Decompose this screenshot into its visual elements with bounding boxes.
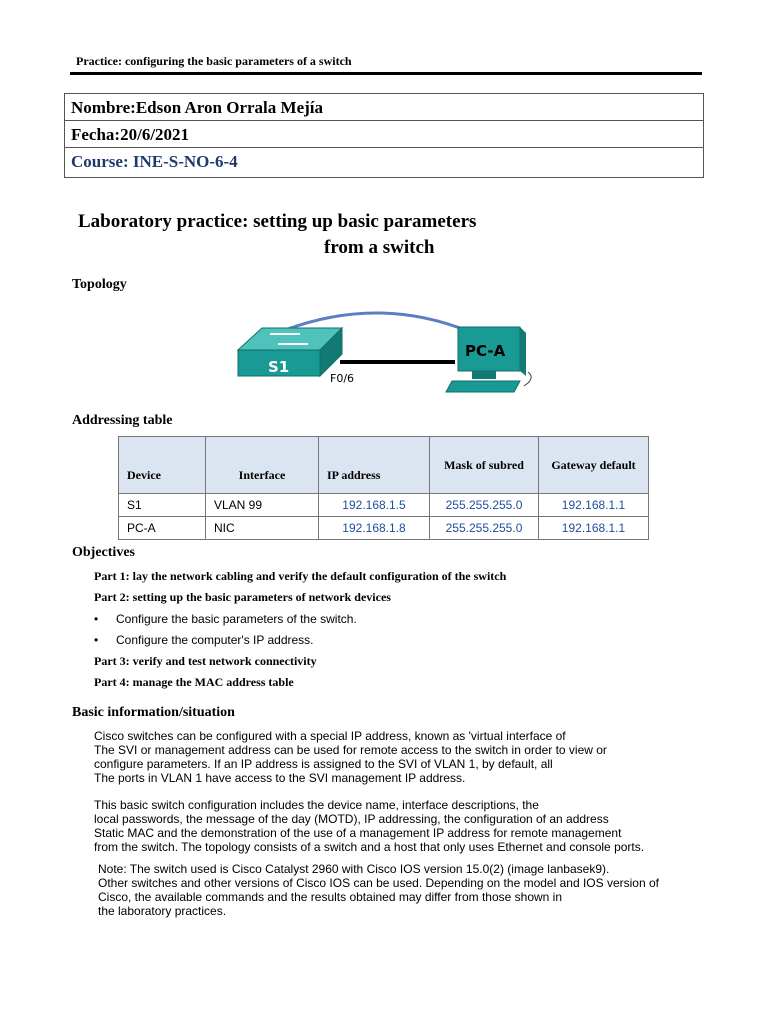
lab-title-line2: from a switch — [324, 237, 435, 258]
basic-paragraph-1: Cisco switches can be configured with a special IP address, known as 'virtual interface of The SVI or management address can be used for remote access to the switch in order to view or configure parameters. If an IP address is assigned to the SVI of VLAN 1, by default, all The ports in VLAN 1 have access to the SVI management IP address. — [94, 729, 607, 785]
objective-part2: Part 2: setting up the basic parameters of network devices — [94, 590, 391, 604]
table-row — [119, 517, 649, 540]
addressing-heading: Addressing table — [72, 413, 173, 428]
cell-gateway: 192.168.1.1 — [539, 517, 649, 540]
objective-part3: Part 3: verify and test network connectivity — [94, 654, 317, 668]
course-field: Course: INE-S-NO-6-4 — [71, 152, 238, 171]
cell-gateway: 192.168.1.1 — [539, 494, 649, 517]
basic-paragraph-2: This basic switch configuration includes the device name, interface descriptions, the local passwords, the message of the day (MOTD), IP addressing, the configuration of an address Static MAC and the demonstration of the use of a management IP address for remote management from the switch. The topology consists of a switch and a host that only uses Ethernet and console ports. — [94, 798, 645, 854]
topology-heading: Topology — [72, 277, 127, 292]
switch-label: S1 — [268, 358, 290, 376]
objective-part1: Part 1: lay the network cabling and verify the default configuration of the switch — [94, 569, 507, 583]
col-device: Device — [119, 437, 206, 494]
student-name: Nombre:Edson Aron Orrala Mejía — [65, 94, 703, 121]
page-header-title: Practice: configuring the basic parameters of a switch — [76, 54, 352, 68]
pc-label: PC-A — [465, 342, 506, 360]
note-paragraph: Note: The switch used is Cisco Catalyst 2960 with Cisco IOS version 15.0(2) (image lanbasek9). Other switches and other versions of Cisco IOS can be used. Depending on the model and IOS version of Cisco, the available commands and the results obtained may differ from those shown in the laboratory practices. — [98, 862, 659, 918]
cell-ip: 192.168.1.5 — [319, 494, 430, 517]
objectives-heading: Objectives — [72, 545, 135, 560]
col-gateway: Gateway default — [539, 437, 649, 494]
cell-mask: 255.255.255.0 — [430, 494, 539, 517]
bullet-item: • Configure the basic parameters of the switch. — [94, 612, 357, 626]
cell-interface: VLAN 99 — [206, 494, 319, 517]
cell-ip: 192.168.1.8 — [319, 517, 430, 540]
col-mask: Mask of subred — [430, 437, 539, 494]
cell-device: S1 — [119, 494, 206, 517]
switch-s1-icon — [238, 328, 342, 376]
header-rule — [70, 72, 702, 75]
cell-mask: 255.255.255.0 — [430, 517, 539, 540]
objective-part4: Part 4: manage the MAC address table — [94, 675, 294, 689]
cell-interface: NIC — [206, 517, 319, 540]
date-field: Fecha:20/6/2021 — [65, 121, 703, 148]
col-interface: Interface — [206, 437, 319, 494]
basic-info-heading: Basic information/situation — [72, 705, 235, 720]
topology-diagram — [230, 300, 540, 400]
table-row — [119, 494, 649, 517]
lab-title-line1: Laboratory practice: setting up basic parameters — [78, 211, 477, 232]
info-box — [64, 93, 704, 178]
port-label: F0/6 — [330, 372, 355, 385]
addressing-table — [118, 436, 649, 540]
table-header-row — [119, 437, 649, 494]
cell-device: PC-A — [119, 517, 206, 540]
col-ip: IP address — [319, 437, 430, 494]
bullet-item: • Configure the computer's IP address. — [94, 633, 314, 647]
